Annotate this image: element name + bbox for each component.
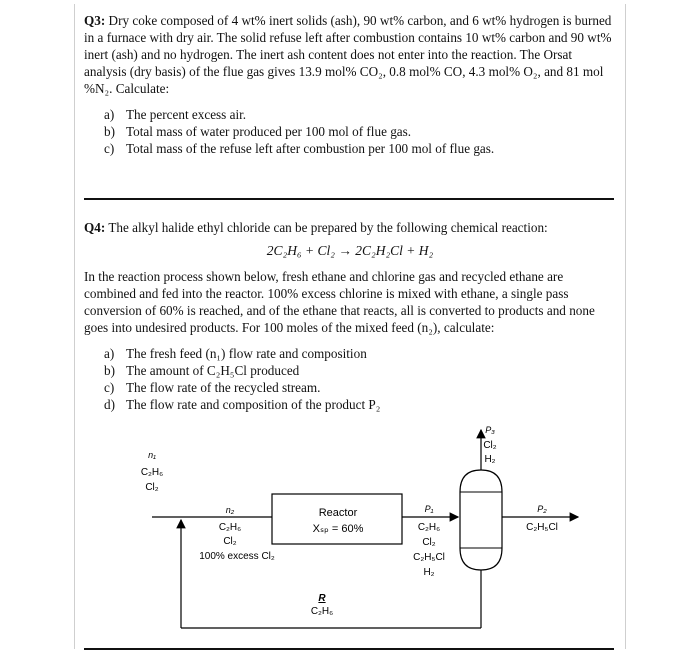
p1-component: C₂H₅Cl [413, 552, 445, 563]
reaction-equation: 2C₂H₆ + Cl₂ → 2C₂H₂Cl + H₂ [266, 243, 434, 258]
p2-component: C₂H₅Cl [526, 522, 558, 533]
reactor-conversion: Xₛₚ = 60% [312, 523, 364, 535]
divider-bottom [84, 648, 614, 650]
q4-item-label: c) [104, 380, 115, 395]
n2-component: C₂H₆ [218, 522, 242, 533]
q4-item-text: The flow rate of the recycled stream. [126, 380, 321, 395]
n2-component: Cl₂ [223, 536, 237, 547]
q4-body: In the reaction process shown below, fresh ethane and chlorine gas and recycled ethane are combined and fed into the reactor. 100% excess chlorine is mixed with ethane, a single pass conversion of 60% is reached, and of the ethane that reacts, all is converted to products and none goes into undesired products. For 100 moles of the mixed feed (n₂), calculate: [84, 269, 595, 335]
separator-vessel [460, 470, 502, 570]
p1-component: Cl₂ [422, 537, 436, 548]
reactor-box [272, 494, 402, 544]
q4-item-label: a) [104, 346, 115, 361]
q3-item-text: Total mass of water produced per 100 mol of flue gas. [126, 124, 412, 139]
n2-label: n₂ [225, 505, 235, 515]
p1-label: P₁ [424, 504, 434, 514]
q4-item-text: The amount of C₂H₅Cl produced [126, 363, 300, 378]
q3-item-label: a) [104, 107, 115, 122]
p3-label: P₃ [485, 425, 495, 435]
q3-item-text: The percent excess air. [126, 107, 247, 122]
n1-component: C₂H₆ [140, 467, 164, 478]
q4-heading: Q4: [84, 220, 106, 235]
reactor-title: Reactor [318, 507, 358, 519]
n1-label: n₁ [148, 450, 156, 460]
p3-component: Cl₂ [483, 440, 497, 451]
q4-intro: The alkyl halide ethyl chloride can be prepared by the following chemical reaction: [108, 220, 548, 235]
q3-item-label: b) [104, 124, 115, 139]
p1-component: H₂ [423, 567, 435, 578]
q3-item-text: Total mass of the refuse left after combustion per 100 mol of flue gas. [126, 141, 495, 156]
q4-item-label: d) [104, 397, 115, 412]
p1-component: C₂H₆ [417, 522, 441, 533]
p3-component: H₂ [484, 454, 496, 465]
q4-item-text: The fresh feed (n₁) flow rate and composition [126, 346, 367, 361]
n1-component: Cl₂ [145, 482, 159, 493]
q4-item-text: The flow rate and composition of the product P₂ [126, 397, 381, 412]
p2-label: P₂ [537, 504, 547, 514]
q4-item-label: b) [104, 363, 115, 378]
q3-item-label: c) [104, 141, 115, 156]
recycle-component: C₂H₆ [310, 606, 334, 617]
n2-note: 100% excess Cl₂ [199, 551, 275, 562]
q3-body: Dry coke composed of 4 wt% inert solids (ash), 90 wt% carbon, and 6 wt% hydrogen is burned in a furnace with dry air. The solid refuse left after combustion contains 10 wt% carbon and 90 wt% inert (ash) and no hydrogen. The inert ash content does not enter into the reaction. The Orsat analysis (dry basis) of the flue gas gives 13.9 mol% CO₂, 0.8 mol% CO, 4.3 mol% O₂, and 81 mol %N₂. Calculate: [84, 13, 612, 96]
q3-heading: Q3: [84, 13, 106, 28]
recycle-label: R [318, 593, 326, 604]
